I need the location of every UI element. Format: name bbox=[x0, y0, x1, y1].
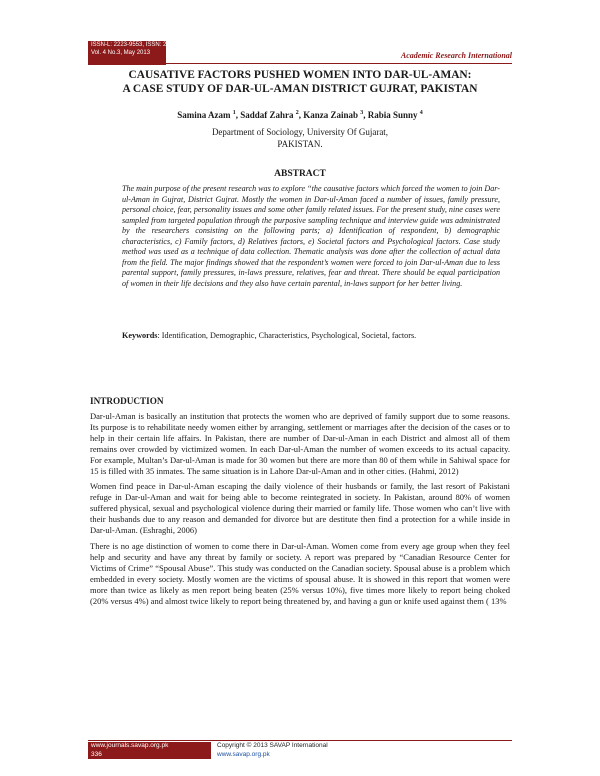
footer-rule bbox=[88, 740, 512, 741]
author-sup: 2 bbox=[295, 110, 299, 116]
volume-text: Vol. 4 No.3, May 2013 bbox=[91, 50, 151, 56]
abstract-text: The main purpose of the present research was to explore “the causative factors which forced the women to join Dar-ul-Aman in Gujrat, District Gujrat. Mostly the women in Dar-ul-Aman faced a number of issues, family pressure, personal choice, fear, personality issues and some other family related issues. For the present study, nine cases were sampled from targeted population through the purposive sampling technique and interview guide was administrated by the researchers consisting on the following parts; a) Identification of respondent, b) demographic characteristics, c) Family factors, d) Relatives factors, e) Societal factors and Psychological factors. Case study method was used as a technique of data collection. Thematic analysis was done after the collection of actual data from the field. The major findings showed that the respondent’s women were forced to join Dar-ul-Aman due to less parental support, family pressures, in-laws pressure, relatives, fear and threat. There should be equal participation of women in their life decisions and they also have certain parental, in-laws support for her better living. bbox=[122, 184, 500, 288]
author-list: Samina Azam $^1$, Saddaf Zahra $^2$, Kanza Zainab $^3$, Rabia Sunny $^4$ bbox=[177, 110, 423, 120]
footer-copyright-block bbox=[217, 742, 328, 759]
footer-url-link[interactable]: www.savap.org.pk bbox=[217, 750, 270, 758]
author-name: Samina Azam bbox=[177, 110, 231, 120]
intro-paragraph-2: Women find peace in Dar-ul-Aman escaping the daily violence of their husbands or family, the last resort of Pakistani refuge in Dar-ul-Aman and wait for being able to become reintegrated in society. In Pakistan, around 80% of women suffered physical, sexual and psychological violence during their married or family life. Those women who can’t live with their husbands due to any reason and demanded for divorce but are destitute then find a protection for a while inside in Dar-ul-Aman. (Eshraghi, 2006) bbox=[90, 481, 510, 536]
header-rule bbox=[88, 63, 512, 64]
header-issn-box bbox=[88, 41, 192, 65]
author-sup: 4 bbox=[419, 110, 423, 116]
abstract-heading: ABSTRACT bbox=[274, 169, 326, 179]
copyright-text: Copyright © 2013 SAVAP International bbox=[217, 742, 328, 749]
affiliation-line-2: PAKISTAN. bbox=[277, 139, 323, 149]
author-sup: 1 bbox=[232, 110, 236, 116]
intro-paragraph-3: There is no age distinction of women to come there in Dar-ul-Aman. Women come from every age group when they feel help and security and have any threat by family or society. A report was prepared by “Canadian Resource Center for Victims of Crime” “Spousal Abuse”. This study was conducted on the Canadian society. Spousal abuse is a problem which embedded in every society. Mostly women are the victims of spousal abuse. It is showed in this report that women were more than twice as likely as men report being beaten (25% versus 10%), five times more likely to report being choked (20% versus 4%) and almost twice likely to report being threatened by, and having a gun or knife used against them ( 13% bbox=[90, 540, 510, 606]
keywords bbox=[122, 330, 500, 341]
affiliation-line-1: Department of Sociology, University Of Gujarat, bbox=[211, 127, 389, 137]
author-name: Rabia Sunny bbox=[367, 110, 418, 120]
introduction-heading: INTRODUCTION bbox=[90, 396, 164, 406]
keywords-text: : Identification, Demographic, Characteristics, Psychological, Societal, factors. bbox=[157, 331, 417, 340]
title-line-2: A CASE STUDY OF DAR-UL-AMAN DISTRICT GUJRAT, PAKISTAN bbox=[122, 83, 478, 95]
keywords-label: Keywords bbox=[122, 331, 158, 340]
issn-text: ISSN-L: 2223-9553, ISSN: 2223-9944 bbox=[91, 42, 192, 48]
author-sup: 3 bbox=[360, 110, 364, 116]
footer-page-box bbox=[88, 742, 211, 759]
author-name: Saddaf Zahra bbox=[240, 110, 294, 120]
paper-title bbox=[88, 68, 512, 96]
introduction-body bbox=[90, 411, 510, 611]
intro-paragraph-1: Dar-ul-Aman is basically an institution that protects the women who are deprived of family support due to some reasons. Its purpose is to rehabilitate needy women either by arranging, settlement or marriages after the decision of the cases or to help in their certain life affairs. In Pakistan, there are number of Dar-ul-Aman in each District and almost all of them remains over crowded by victimized women. In each Dar-ul-Aman the number of women exceeds to its actual capacity. For example, Multan’s Dar-ul-Aman is made for 30 women but there are more than 80 of them while in Sahiwal space for 15 is filled with 35 inmates. The same situation is in Lahore Dar-ul-Aman and in other cities. (Hahmi, 2012) bbox=[90, 411, 510, 477]
page-number: 336 bbox=[91, 750, 102, 758]
footer-site[interactable]: www.journals.savap.org.pk bbox=[91, 742, 169, 749]
title-line-1: CAUSATIVE FACTORS PUSHED WOMEN INTO DAR-UL-AMAN: bbox=[128, 69, 472, 81]
journal-name: Academic Research International bbox=[400, 51, 512, 60]
author-name: Kanza Zainab bbox=[303, 110, 359, 120]
affiliation bbox=[88, 126, 512, 150]
